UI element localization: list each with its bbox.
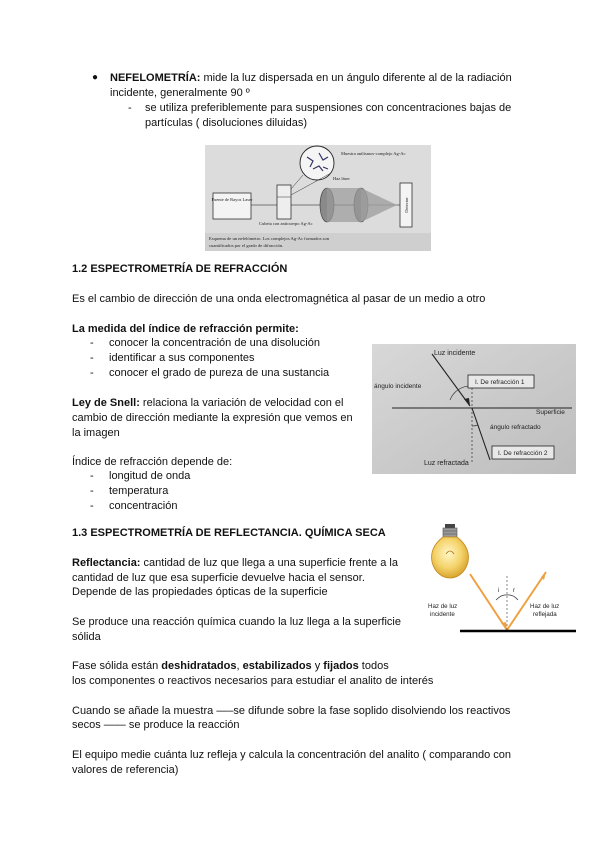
label-muestra: Muestra anilismos-complejo Ag-Ac [341,151,406,156]
muestra-line2: secos —— se produce la reacción [72,719,240,731]
list-item-text: conocer el grado de pureza de una sustancia [109,367,330,379]
list-item-text: concentración [109,500,178,512]
reflectance-diagram [420,522,580,640]
list-item-text: temperatura [109,485,169,497]
nefelometria-sub-line2: partículas ( disoluciones diluidas) [145,117,308,129]
label-i: i [498,588,500,594]
label-haz-reflejado-1: Haz de luz [530,603,560,610]
label-angulo-incidente: ángulo incidente [374,383,422,390]
caption-line1: Esquema de un nefelómetro. Los complejos Ag-Ac formados son [209,236,330,241]
label-superficie: Superficie [536,409,565,416]
label-luz-incidente: Luz incidente [434,350,476,357]
snell-line1 [72,396,343,411]
fase-deshidratados: deshidratados [161,660,237,672]
muestra-line1: Cuando se añade la muestra —–se difunde sobre la fase soplido disolviendo los reactivos [72,705,511,717]
snell-term: Ley de Snell: [72,397,140,409]
fase-fijados: fijados [323,660,359,672]
refraction-figure [372,344,576,474]
label-luz-refractada: Luz refractada [424,460,469,467]
reflectancia-text1: cantidad de luz que llega a una superficie frente a la [140,557,398,569]
fase-sep2: y [311,660,324,672]
indice-heading: Índice de refracción depende de: [72,456,233,468]
reflectancia-term: Reflectancia: [72,557,141,569]
equipo-line1: El equipo medie cuánta luz refleja y calcula la concentración del analito ( comparando con [72,749,512,761]
label-cubeta: Cubeta con anticuerpo Ag-Ac [259,221,313,226]
sub-dash: - [128,102,132,114]
nefelometria-term: NEFELOMETRÍA: [110,72,201,84]
reflectancia-line3: Depende de las propiedades ópticas de la superficie [72,586,328,598]
caption-line2: cuantificados por el grado de difracción. [209,243,284,248]
section-title-reflectancia: 1.3 ESPECTROMETRÍA DE REFLECTANCIA. QUÍMICA SECA [72,527,386,539]
fase-line2: los componentes o reactivos necesarios para estudiar el analito de interés [72,675,434,687]
fase-sep1: , [236,660,243,672]
label-ide2: I. De refracción 2 [498,450,548,457]
label-r: r [513,588,515,594]
snell-text1: relaciona la variación de velocidad con el [139,397,344,409]
label-ide1: I. De refracción 1 [475,379,525,386]
label-laser: Fuente de Rayos Laser [211,197,253,202]
label-haz: Haz láser [333,176,350,181]
nefelometria-line2: incidente, generalmente 90 º [110,87,250,99]
label-haz-incidente-2: incidente [430,611,455,618]
nephelometer-figure [205,145,431,251]
list-item-text: conocer la concentración de una disolución [109,337,320,349]
fase-estabilizados: estabilizados [242,660,312,672]
reaccion-line2: sólida [72,631,101,643]
equipo-line2: valores de referencia) [72,764,179,776]
bullet-dot: ● [92,72,99,83]
snell-line2: cambio de dirección mediante la expresión que vemos en [72,412,353,424]
nefelometria-text1: mide la luz dispersada en un ángulo diferente al de la radiación [200,72,512,84]
nefelometria-sub-line1: se utiliza preferiblemente para suspensiones con concentraciones bajas de [145,102,512,114]
reaccion-line1: Se produce una reacción química cuando la luz llega a la superficie [72,616,401,628]
label-haz-incidente-1: Haz de luz [428,603,458,610]
lightbulb-icon [431,524,468,578]
reflectancia-line1 [72,556,398,571]
reflectance-figure [420,522,580,640]
refraction-diagram [372,344,576,474]
fase-line1 [72,659,389,674]
nephelometer-diagram [205,145,431,251]
section-title-refraccion: 1.2 ESPECTROMETRÍA DE REFRACCIÓN [72,263,288,275]
list-item-text: identificar a sus componentes [109,352,255,364]
label-detector: Detector [404,197,409,213]
list-item-text: longitud de onda [109,470,191,482]
reflectancia-line2: cantidad de luz que esa superficie devuelve hacia el sensor. [72,572,365,584]
fase-pre: Fase sólida están [72,660,162,672]
label-haz-reflejado-2: reflejada [533,611,557,618]
snell-line3: la imagen [72,427,120,439]
label-angulo-refractado: ángulo refractado [490,424,541,431]
medida-heading: La medida del índice de refracción permite: [72,323,299,335]
nefelometria-line1 [110,71,512,86]
fase-post: todos [358,660,389,672]
refraccion-intro: Es el cambio de dirección de una onda electromagnética al pasar de un medio a otro [72,293,486,305]
